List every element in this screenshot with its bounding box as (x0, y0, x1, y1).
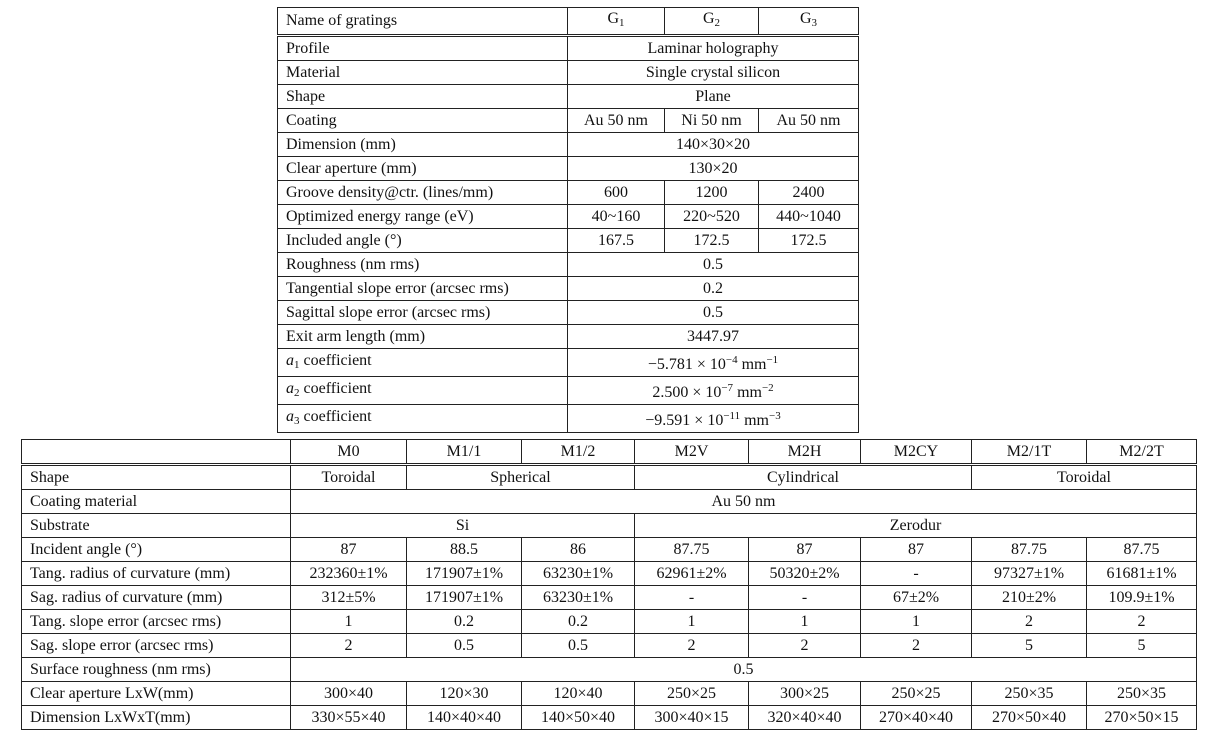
column-header: M0 (291, 440, 407, 465)
table-row (278, 229, 859, 253)
column-header: M2/2T (1087, 440, 1197, 465)
column-header: M2V (635, 440, 749, 465)
row-label: Sagittal slope error (arcsec rms) (278, 301, 568, 325)
row-value: 120×40 (522, 682, 635, 706)
row-value: 300×40×15 (635, 706, 749, 730)
row-value: 172.5 (759, 229, 859, 253)
shape-value: Spherical (407, 465, 635, 490)
row-label: Optimized energy range (eV) (278, 205, 568, 229)
row-value: 3447.97 (568, 325, 859, 349)
row-value: 312±5% (291, 586, 407, 610)
row-value: 270×40×40 (861, 706, 972, 730)
table-row (278, 157, 859, 181)
column-header: M2CY (861, 440, 972, 465)
row-value: 600 (568, 181, 665, 205)
table-row (278, 253, 859, 277)
row-value: 0.5 (522, 634, 635, 658)
row-label: Included angle (°) (278, 229, 568, 253)
row-label: Substrate (22, 514, 291, 538)
grating-table (277, 7, 859, 433)
table-header-row (278, 8, 859, 36)
row-value: 171907±1% (407, 586, 522, 610)
row-value: 300×40 (291, 682, 407, 706)
row-label: Coating (278, 109, 568, 133)
row-value: 97327±1% (972, 562, 1087, 586)
row-value: 270×50×40 (972, 706, 1087, 730)
row-value: 0.5 (568, 253, 859, 277)
row-value: 1 (635, 610, 749, 634)
row-value: 2 (291, 634, 407, 658)
coefficient-label: $a_3$ coefficient (278, 405, 568, 433)
row-label: Coating material (22, 490, 291, 514)
row-value: 167.5 (568, 229, 665, 253)
row-label: Surface roughness (nm rms) (22, 658, 291, 682)
row-value: 40~160 (568, 205, 665, 229)
row-value: 120×30 (407, 682, 522, 706)
row-value: 1200 (665, 181, 759, 205)
coefficient-value: $-9.591 \times 10^{-11}$ $mm^{-3}$ (568, 405, 859, 433)
row-value: 270×50×15 (1087, 706, 1197, 730)
column-header: M2H (749, 440, 861, 465)
table-row (22, 490, 1197, 514)
coefficient-label: $a_2$ coefficient (278, 377, 568, 405)
row-label: Exit arm length (mm) (278, 325, 568, 349)
row-value: 0.2 (407, 610, 522, 634)
row-label: Tangential slope error (arcsec rms) (278, 277, 568, 301)
row-value: 250×25 (635, 682, 749, 706)
table-row (22, 562, 1197, 586)
row-value: 87 (291, 538, 407, 562)
row-value: 67±2% (861, 586, 972, 610)
row-value: 63230±1% (522, 586, 635, 610)
row-value: Ni 50 nm (665, 109, 759, 133)
row-value: 50320±2% (749, 562, 861, 586)
row-value: 2 (861, 634, 972, 658)
table-row (278, 277, 859, 301)
row-value: 61681±1% (1087, 562, 1197, 586)
row-value: 109.9±1% (1087, 586, 1197, 610)
row-label: Clear aperture LxW(mm) (22, 682, 291, 706)
table-row (278, 133, 859, 157)
table-row (278, 405, 859, 433)
table-row (22, 682, 1197, 706)
column-header: M2/1T (972, 440, 1087, 465)
row-value: 130×20 (568, 157, 859, 181)
row-label: Shape (22, 465, 291, 490)
table-row (278, 301, 859, 325)
row-value: 2 (972, 610, 1087, 634)
table-row (22, 514, 1197, 538)
row-value: 0.2 (568, 277, 859, 301)
row-label: Tang. radius of curvature (mm) (22, 562, 291, 586)
row-value: 0.5 (568, 301, 859, 325)
row-value: Plane (568, 85, 859, 109)
row-value: - (861, 562, 972, 586)
row-value: 1 (291, 610, 407, 634)
row-value: Au 50 nm (759, 109, 859, 133)
table-row (22, 658, 1197, 682)
column-header: M1/1 (407, 440, 522, 465)
row-label: Dimension (mm) (278, 133, 568, 157)
table-row (278, 205, 859, 229)
row-value: 88.5 (407, 538, 522, 562)
header-empty-cell (22, 440, 291, 465)
row-value: 0.2 (522, 610, 635, 634)
row-label: Profile (278, 36, 568, 61)
row-value: 250×35 (972, 682, 1087, 706)
row-value: 87.75 (972, 538, 1087, 562)
row-value: 220~520 (665, 205, 759, 229)
table-row (278, 181, 859, 205)
table-row (278, 36, 859, 61)
row-value: Single crystal silicon (568, 61, 859, 85)
table-row (278, 61, 859, 85)
table-row (22, 538, 1197, 562)
header-grating-3: $G_3$ (759, 8, 859, 36)
row-value: - (635, 586, 749, 610)
row-value: 330×55×40 (291, 706, 407, 730)
row-label: Sag. slope error (arcsec rms) (22, 634, 291, 658)
row-value: 5 (1087, 634, 1197, 658)
shape-value: Cylindrical (635, 465, 972, 490)
row-value: 140×40×40 (407, 706, 522, 730)
row-value: 87.75 (635, 538, 749, 562)
row-value: 2400 (759, 181, 859, 205)
table-row (22, 706, 1197, 730)
table-row (278, 325, 859, 349)
row-value: Laminar holography (568, 36, 859, 61)
substrate-value: Zerodur (635, 514, 1197, 538)
row-value: 171907±1% (407, 562, 522, 586)
row-value: 2 (1087, 610, 1197, 634)
row-value: 1 (749, 610, 861, 634)
substrate-value: Si (291, 514, 635, 538)
row-value: Au 50 nm (568, 109, 665, 133)
row-value: 140×30×20 (568, 133, 859, 157)
row-label: Shape (278, 85, 568, 109)
column-header: M1/2 (522, 440, 635, 465)
row-value: 320×40×40 (749, 706, 861, 730)
row-value: 87.75 (1087, 538, 1197, 562)
row-label: Dimension LxWxT(mm) (22, 706, 291, 730)
table-header-row (22, 440, 1197, 465)
coefficient-label: $a_1$ coefficient (278, 349, 568, 377)
row-label: Clear aperture (mm) (278, 157, 568, 181)
table-row (278, 377, 859, 405)
table-row (22, 465, 1197, 490)
table-row (278, 349, 859, 377)
row-value: Au 50 nm (291, 490, 1197, 514)
row-value: 1 (861, 610, 972, 634)
row-label: Tang. slope error (arcsec rms) (22, 610, 291, 634)
table-row (22, 610, 1197, 634)
row-label: Roughness (nm rms) (278, 253, 568, 277)
row-value: 87 (749, 538, 861, 562)
coefficient-value: $2.500 \times 10^{-7}$ $mm^{-2}$ (568, 377, 859, 405)
table-row (278, 109, 859, 133)
row-value: 440~1040 (759, 205, 859, 229)
header-grating-2: $G_2$ (665, 8, 759, 36)
row-value: 140×50×40 (522, 706, 635, 730)
row-value: 0.5 (407, 634, 522, 658)
row-value: 86 (522, 538, 635, 562)
row-value: 172.5 (665, 229, 759, 253)
row-value: 250×35 (1087, 682, 1197, 706)
row-label: Incident angle (°) (22, 538, 291, 562)
table-row (22, 586, 1197, 610)
row-value: 210±2% (972, 586, 1087, 610)
mirror-table (21, 439, 1197, 730)
row-value: 250×25 (861, 682, 972, 706)
row-value: 0.5 (291, 658, 1197, 682)
row-label: Groove density@ctr. (lines/mm) (278, 181, 568, 205)
header-grating-1: $G_1$ (568, 8, 665, 36)
header-label: Name of gratings (278, 8, 568, 36)
row-value: 63230±1% (522, 562, 635, 586)
row-value: 62961±2% (635, 562, 749, 586)
row-value: - (749, 586, 861, 610)
row-value: 87 (861, 538, 972, 562)
shape-value: Toroidal (291, 465, 407, 490)
row-value: 2 (749, 634, 861, 658)
row-label: Sag. radius of curvature (mm) (22, 586, 291, 610)
row-value: 2 (635, 634, 749, 658)
shape-value: Toroidal (972, 465, 1197, 490)
row-value: 232360±1% (291, 562, 407, 586)
row-value: 5 (972, 634, 1087, 658)
row-value: 300×25 (749, 682, 861, 706)
table-row (278, 85, 859, 109)
table-row (22, 634, 1197, 658)
coefficient-value: $-5.781 \times 10^{-4}$ $mm^{-1}$ (568, 349, 859, 377)
row-label: Material (278, 61, 568, 85)
